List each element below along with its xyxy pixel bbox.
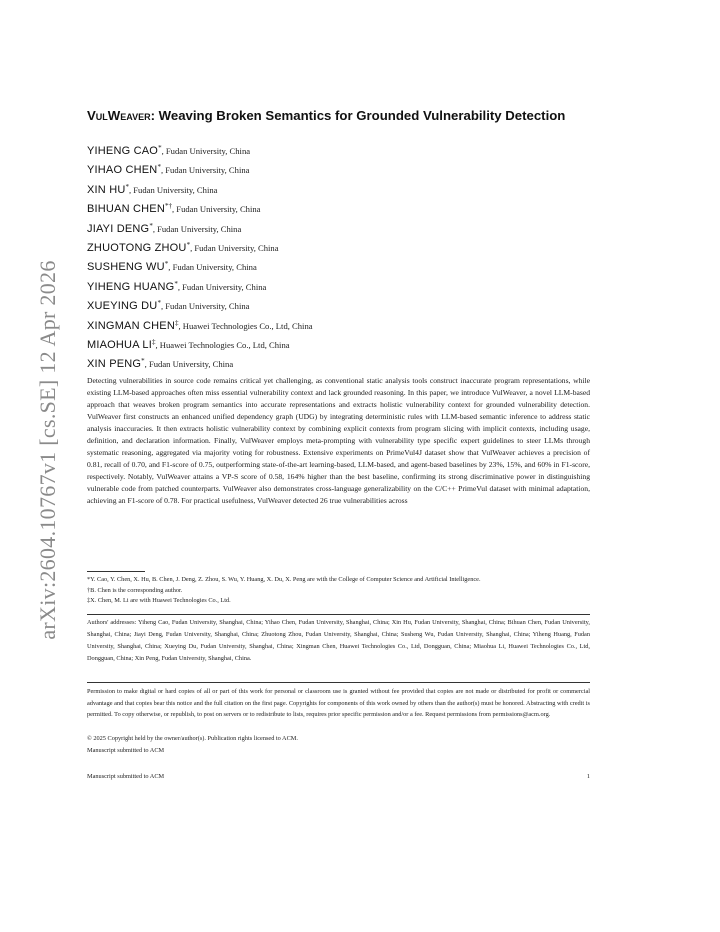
- author-line: [87, 139, 590, 158]
- author-name: MIAOHUA LI: [87, 338, 152, 351]
- author-affiliation-mark: *: [174, 279, 178, 288]
- title-system-name: VulWeaver: [87, 108, 151, 123]
- author-affiliation: , Fudan University, China: [128, 184, 218, 195]
- author-line: [87, 314, 590, 333]
- permission-rule: [87, 682, 590, 683]
- addresses-rule: [87, 614, 590, 615]
- author-line: [87, 352, 590, 371]
- author-name: YIHAO CHEN: [87, 164, 158, 177]
- author-addresses: Authors' addresses: Yiheng Cao, Fudan University, Shanghai, China; Yihao Chen, Fudan University, Shanghai, China; Xin Hu, Fudan University, Shanghai, China; Bihuan Chen, Fudan University, Shanghai, China; Jiayi Deng, Fudan University, Shanghai, China; Zhuotong Zhou, Fudan University, Shanghai, China; Susheng Wu, Fudan University, Shanghai, China; Yiheng Huang, Fudan University, Shanghai, China; Xueying Du, Fudan University, Shanghai, China; Xingman Chen, Huawei Technologies Co., Ltd, Dongguan, China; Miaohua Li, Huawei Technologies Co., Ltd, Dongguan, China; Xin Peng, Fudan University, Shanghai, China.: [87, 619, 590, 663]
- author-affiliation-mark: *: [186, 240, 191, 249]
- author-name: XUEYING DU: [87, 300, 158, 313]
- footnote-corresponding: †B. Chen is the corresponding author.: [87, 586, 183, 594]
- author-name: YIHENG HUANG: [87, 280, 175, 293]
- author-name: YIHENG CAO: [87, 145, 159, 157]
- copyright-line: © 2025 Copyright held by the owner/author(s). Publication rights licensed to ACM.: [87, 735, 298, 742]
- permission-notice: Permission to make digital or hard copies of all or part of this work for personal or classroom use is granted without fee provided that copies are not made or distributed for profit or commercial advantage and that copies bear this notice and the full citation on the first page. Copyrights for components of this work owned by others than the author(s) must be honored. Abstracting with credit is permitted. To copy otherwise, or republish, to post on servers or to redistribute to lists, requires prior specific permission and/or a fee. Request permissions from permissions@acm.org.: [87, 688, 590, 719]
- author-affiliation: , Fudan University, China: [161, 146, 251, 156]
- author-name: SUSHENG WU: [87, 261, 165, 274]
- author-affiliation-mark: *: [157, 299, 161, 308]
- page-number: 1: [586, 773, 590, 780]
- author-affiliation: , Fudan University, China: [177, 281, 267, 292]
- author-affiliation-mark: ‡: [174, 318, 179, 327]
- author-line: [87, 275, 590, 294]
- author-affiliation-mark: *: [125, 182, 129, 191]
- author-name: BIHUAN CHEN: [87, 203, 165, 216]
- footnotes: [87, 575, 607, 607]
- author-affiliation: , Fudan University, China: [152, 223, 242, 234]
- abstract: Detecting vulnerabilities in source code remains critical yet challenging, as conventional static analysis tools construct inaccurate program representations, while existing LLM-based approaches often miss essential vulnerability context and lack grounded reasoning. In this paper, we introduce VulWeaver, a novel LLM-based approach that weaves broken program semantics into accurate representations and extracts holistic vulnerability context for grounded vulnerability detection. VulWeaver first constructs an enhanced unified dependency graph (UDG) by integrating deterministic rules with LLM-based semantic inference to address static analysis inaccuracies. It then extracts holistic vulnerability context by combining explicit contexts from program slicing with implicit contexts, including usage, definition, and declaration information. Finally, VulWeaver employs meta-prompting with vulnerability type specific expert guidelines to steer LLMs through systematic reasoning, aggregated via majority voting for robustness. Extensive experiments on PrimeVul4J dataset show that VulWeaver achieves a precision of 0.81, recall of 0.70, and F1-score of 0.75, outperforming state-of-the-art learning-based, LLM-based, and agent-based baselines by 23%, 15%, and 60% in F1-score, respectively. Notably, VulWeaver attains a VP-S score of 0.58, 164% higher than the best baseline, confirming its strong discriminative power in distinguishing vulnerable code from patched counterparts. VulWeaver also demonstrates cross-language generalizability on the C/C++ PrimeVul dataset with minimal adaptation, achieving an F1-score of 0.78. For practical usefulness, VulWeaver detected 26 true vulnerabilities across: [87, 376, 590, 506]
- footnote-huawei: ‡X. Chen, M. Li are with Huawei Technologies Co., Ltd.: [87, 597, 231, 605]
- author-line: [87, 294, 590, 313]
- author-affiliation-mark: *: [158, 144, 162, 152]
- author-affiliation-mark: *: [164, 260, 169, 269]
- author-line: [87, 255, 590, 274]
- author-affiliation-mark: *: [157, 163, 161, 172]
- author-affiliation: , Huawei Technologies Co., Ltd, China: [178, 320, 313, 331]
- author-affiliation-mark: *†: [165, 202, 172, 211]
- footnote-affiliation: *Y. Cao, Y. Chen, X. Hu, B. Chen, J. Deng, Z. Zhou, S. Wu, Y. Huang, X. Du, X. Peng are with the College of Computer Science and Artificial Intelligence.: [87, 576, 481, 583]
- author-affiliation: , Fudan University, China: [168, 262, 257, 273]
- author-name: ZHUOTONG ZHOU: [87, 241, 187, 254]
- author-line: [87, 217, 590, 236]
- author-line: [87, 236, 590, 255]
- author-list: [87, 139, 590, 372]
- author-affiliation: , Fudan University, China: [172, 204, 261, 215]
- author-line: [87, 197, 590, 216]
- title-rest: : Weaving Broken Semantics for Grounded Vulnerability Detection: [150, 108, 566, 123]
- paper-title: [87, 108, 607, 123]
- footer-venue: Manuscript submitted to ACM: [87, 773, 165, 780]
- author-name: JIAYI DENG: [87, 222, 150, 235]
- copyright-block: [87, 733, 298, 756]
- author-affiliation: , Fudan University, China: [190, 242, 279, 253]
- author-name: XINGMAN CHEN: [87, 319, 175, 332]
- author-affiliation-mark: *: [141, 357, 145, 366]
- author-affiliation: , Fudan University, China: [144, 359, 234, 370]
- author-affiliation: , Fudan University, China: [160, 165, 250, 176]
- author-line: [87, 333, 590, 352]
- author-affiliation: , Fudan University, China: [160, 301, 250, 312]
- author-name: XIN HU: [87, 183, 126, 196]
- author-line: [87, 158, 590, 177]
- author-line: [87, 178, 590, 197]
- author-affiliation-mark: *: [149, 221, 153, 230]
- author-affiliation: , Huawei Technologies Co., Ltd, China: [155, 339, 290, 350]
- footnote-rule: [87, 571, 145, 572]
- submission-line: Manuscript submitted to ACM: [87, 746, 165, 754]
- author-affiliation-mark: ‡: [151, 337, 156, 346]
- arxiv-identifier: arXiv:2604.10767v1 [cs.SE] 12 Apr 2026: [35, 260, 60, 640]
- author-name: XIN PENG: [87, 358, 142, 371]
